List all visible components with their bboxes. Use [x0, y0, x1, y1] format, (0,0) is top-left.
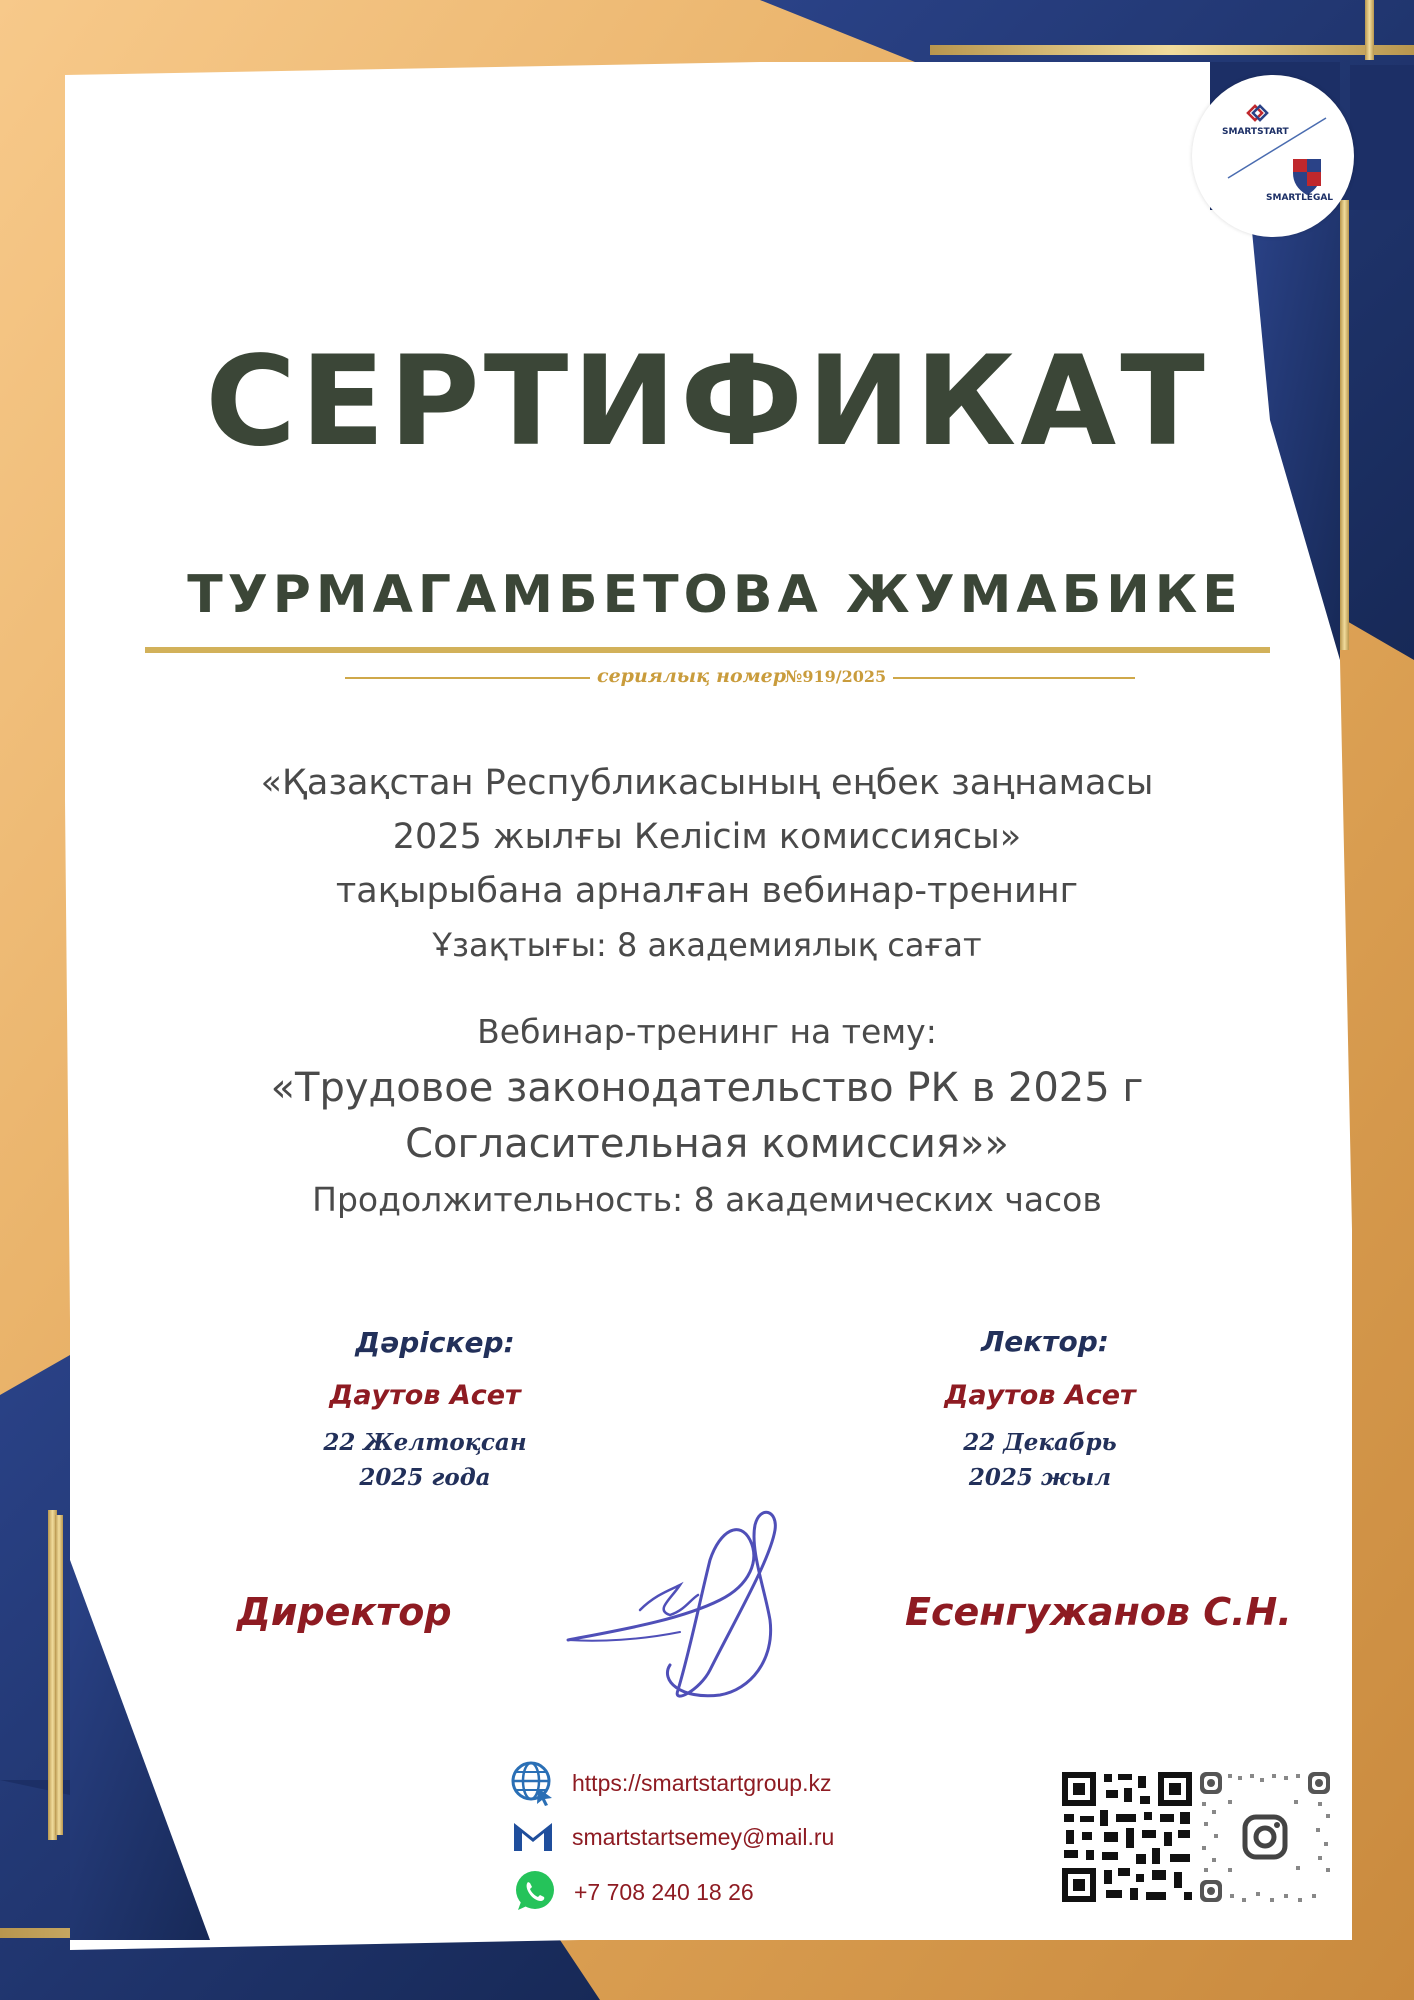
handwritten-signature: [560, 1500, 820, 1710]
qr-code[interactable]: [1060, 1770, 1194, 1904]
lecturer-kz-details: [280, 1380, 570, 1495]
phone-number[interactable]: +7 708 240 18 26: [574, 1879, 754, 1905]
russian-theme-line-2: Согласительная комиссия»»: [405, 1121, 1009, 1167]
kazakh-line-1: «Қазақстан Республикасының еңбек заңнамасы: [260, 763, 1154, 803]
lecturer-ru-details: [895, 1380, 1185, 1495]
russian-theme: [160, 1060, 1254, 1172]
kazakh-duration: Ұзақтығы: 8 академиялық сағат: [432, 926, 982, 964]
logo-graphic: [1192, 75, 1354, 237]
russian-heading: Вебинар-тренинг на тему:: [477, 1012, 937, 1051]
kazakh-line-2: 2025 жылғы Келісім комиссиясы»: [392, 817, 1022, 857]
instagram-icon: [1245, 1817, 1285, 1857]
recipient-underline: [145, 647, 1270, 653]
serial-number: №919/2025: [785, 667, 887, 686]
email-link[interactable]: smartstartsemey@mail.ru: [572, 1824, 835, 1850]
whatsapp-icon: [512, 1868, 558, 1914]
director-name: Есенгужанов С.Н.: [905, 1590, 1292, 1634]
globe-icon: [510, 1760, 556, 1806]
serial-divider-left: [345, 677, 590, 679]
website-link[interactable]: https://smartstartgroup.kz: [572, 1770, 832, 1796]
logo-bottom-text: SMARTLEGAL: [1266, 193, 1334, 203]
director-title: Директор: [237, 1590, 452, 1634]
serial-number-row: [345, 665, 1135, 691]
logo-top-text: SMARTSTART: [1222, 127, 1289, 137]
serial-divider-right: [893, 677, 1135, 679]
lecturer-kz-name: Даутов Асет: [329, 1380, 521, 1411]
russian-duration: Продолжительность: 8 академических часов: [312, 1180, 1102, 1219]
lecturer-ru-name: Даутов Асет: [944, 1380, 1136, 1411]
lecturer-kz-date-day: 22 Желтоқсан: [323, 1429, 527, 1456]
website-row[interactable]: [510, 1760, 556, 1810]
certificate-title: СЕРТИФИКАТ: [205, 330, 1209, 474]
kazakh-description: [160, 756, 1254, 972]
russian-theme-line-1: «Трудовое законодательство РК в 2025 г: [270, 1065, 1144, 1111]
lecturer-kz-block: [290, 1326, 580, 1359]
company-logo: [1192, 75, 1354, 237]
email-row[interactable]: [510, 1813, 556, 1863]
recipient-name: ТУРМАГАМБЕТОВА ЖУМАБИКЕ: [187, 565, 1243, 625]
instagram-qr-code[interactable]: [1198, 1770, 1332, 1904]
lecturer-ru-label: Лектор:: [981, 1325, 1109, 1358]
kazakh-line-3: тақырыбана арналған вебинар-тренинг: [335, 871, 1079, 911]
lecturer-ru-date-year: 2025 жыл: [968, 1464, 1112, 1491]
lecturer-kz-label: Дәріскер:: [355, 1326, 515, 1359]
mail-icon: [510, 1813, 556, 1859]
phone-row[interactable]: [512, 1868, 558, 1918]
serial-label: сериялық номер: [597, 665, 787, 687]
lecturer-kz-date-year: 2025 года: [359, 1464, 491, 1491]
lecturer-ru-block: [900, 1325, 1190, 1358]
lecturer-ru-date-day: 22 Декабрь: [963, 1429, 1117, 1456]
